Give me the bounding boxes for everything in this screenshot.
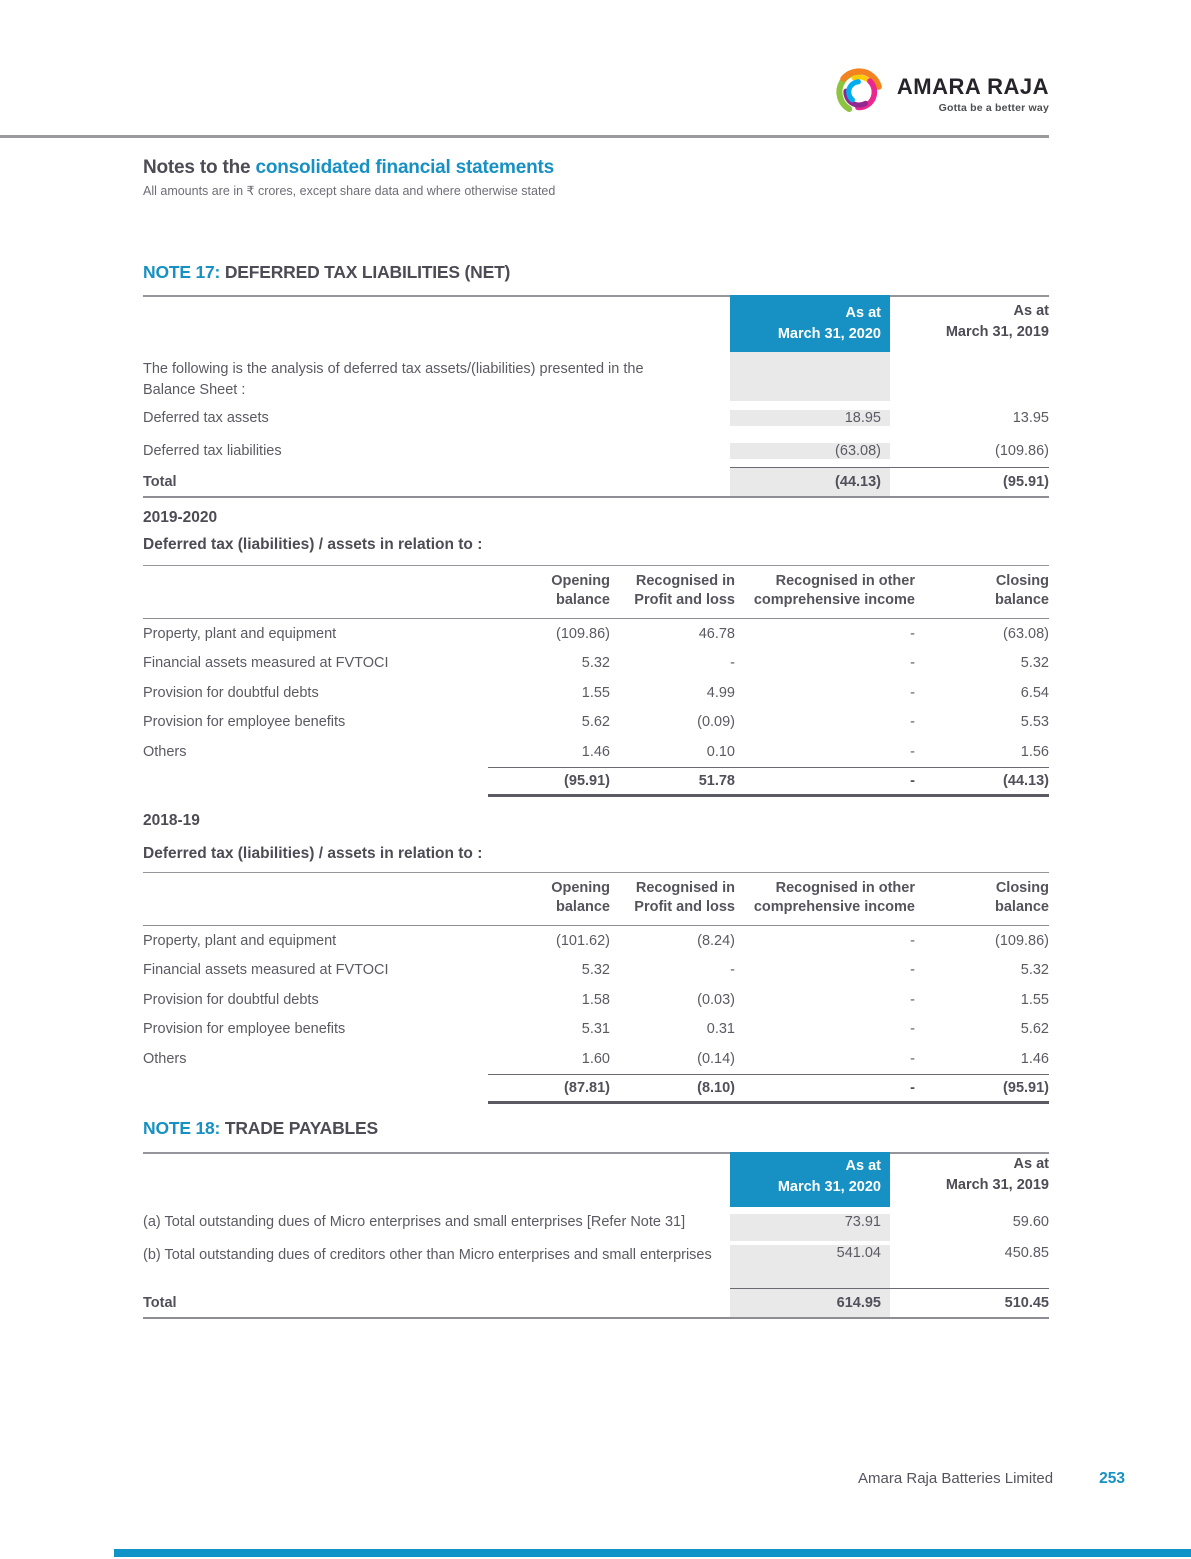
fy2019-table-header <box>143 872 1049 926</box>
note17-table <box>143 295 1049 498</box>
table-row: Others 1.60 (0.14) - 1.46 <box>143 1050 1049 1067</box>
fy2020-subheading: Deferred tax (liabilities) / assets in relation to : <box>143 536 483 553</box>
column-header-closing: Closing balance <box>995 572 1049 609</box>
amara-raja-swirl-icon <box>831 64 887 125</box>
table-total-row: (95.91) 51.78 - (44.13) <box>143 767 1049 797</box>
note18-title: TRADE PAYABLES <box>224 1118 378 1138</box>
note17-label: NOTE 17: <box>143 262 221 282</box>
fy2020-heading: 2019-2020 <box>143 509 218 526</box>
column-header-2019: As at March 31, 2019 <box>945 302 1049 341</box>
table-row: (b) Total outstanding dues of creditors other than Micro enterprises and small enterprises 541.04 450.85 <box>143 1241 1049 1288</box>
page-footer <box>858 1470 1125 1488</box>
table-row: Financial assets measured at FVTOCI 5.32 - - 5.32 <box>143 655 1049 672</box>
column-header-2020: As at March 31, 2020 <box>730 295 890 354</box>
table-row: Provision for doubtful debts 1.55 4.99 - 6.54 <box>143 684 1049 701</box>
page-title-accent: consolidated financial statements <box>255 157 555 178</box>
table-row: Deferred tax liabilities (63.08) (109.86) <box>143 442 1049 459</box>
header-divider <box>0 135 1049 138</box>
column-header-pl: Recognised in Profit and loss <box>634 879 735 916</box>
note18-heading <box>143 1118 1049 1139</box>
column-header-opening: Opening balance <box>551 879 610 916</box>
column-header-oci: Recognised in other comprehensive income <box>753 572 915 609</box>
brand-tagline: Gotta be a better way <box>938 101 1049 114</box>
column-header-2020: As at March 31, 2020 <box>730 1152 890 1207</box>
note17-table-header <box>143 295 1049 352</box>
table-row: Others 1.46 0.10 - 1.56 <box>143 743 1049 760</box>
column-header-opening: Opening balance <box>551 572 610 609</box>
note18-table-header <box>143 1152 1049 1205</box>
table-row: Property, plant and equipment (101.62) (8.24) - (109.86) <box>143 932 1049 949</box>
fy2019-subheading: Deferred tax (liabilities) / assets in relation to : <box>143 845 483 862</box>
page-title-prefix: Notes to the <box>143 157 256 178</box>
note18-table <box>143 1152 1049 1319</box>
footer-company-name: Amara Raja Batteries Limited <box>858 1470 1054 1487</box>
column-header-2019: As at March 31, 2019 <box>945 1155 1049 1194</box>
table-row: Provision for employee benefits 5.31 0.31 - 5.62 <box>143 1021 1049 1038</box>
table-row: Provision for doubtful debts 1.58 (0.03) - 1.55 <box>143 991 1049 1008</box>
table-total-row: Total 614.95 510.45 <box>143 1288 1049 1319</box>
fy2019-heading: 2018-19 <box>143 812 200 829</box>
table-row: Property, plant and equipment (109.86) 46.78 - (63.08) <box>143 625 1049 642</box>
fy2020-table <box>143 565 1049 797</box>
table-row: Provision for employee benefits 5.62 (0.09) - 5.53 <box>143 714 1049 731</box>
page-subtitle: All amounts are in ₹ crores, except share data and where otherwise stated <box>143 184 556 198</box>
table-row <box>143 352 1049 401</box>
table-row: Deferred tax assets 18.95 13.95 <box>143 409 1049 426</box>
column-header-pl: Recognised in Profit and loss <box>634 572 735 609</box>
note17-heading <box>143 262 1049 283</box>
table-total-row: (87.81) (8.10) - (95.91) <box>143 1074 1049 1104</box>
page-title-block <box>143 157 1049 198</box>
table-total-row: Total (44.13) (95.91) <box>143 467 1049 498</box>
note17-title: DEFERRED TAX LIABILITIES (NET) <box>224 262 511 282</box>
column-header-oci: Recognised in other comprehensive income <box>753 879 915 916</box>
amara-raja-logo <box>831 64 1049 125</box>
footer-accent-bar <box>114 1549 1191 1557</box>
table-row: Financial assets measured at FVTOCI 5.32 - - 5.32 <box>143 962 1049 979</box>
page-title <box>143 157 1049 179</box>
footer-page-number: 253 <box>1099 1470 1125 1487</box>
row-description: The following is the analysis of deferred tax assets/(liabilities) presented in the Balance Sheet : <box>143 361 644 399</box>
fy2020-table-header <box>143 565 1049 619</box>
brand-name: AMARA RAJA <box>896 73 1049 99</box>
note18-label: NOTE 18: <box>143 1118 221 1138</box>
fy2019-table <box>143 872 1049 1104</box>
table-row: (a) Total outstanding dues of Micro enterprises and small enterprises [Refer Note 31] 73.91 59.60 <box>143 1205 1049 1241</box>
column-header-closing: Closing balance <box>995 879 1049 916</box>
